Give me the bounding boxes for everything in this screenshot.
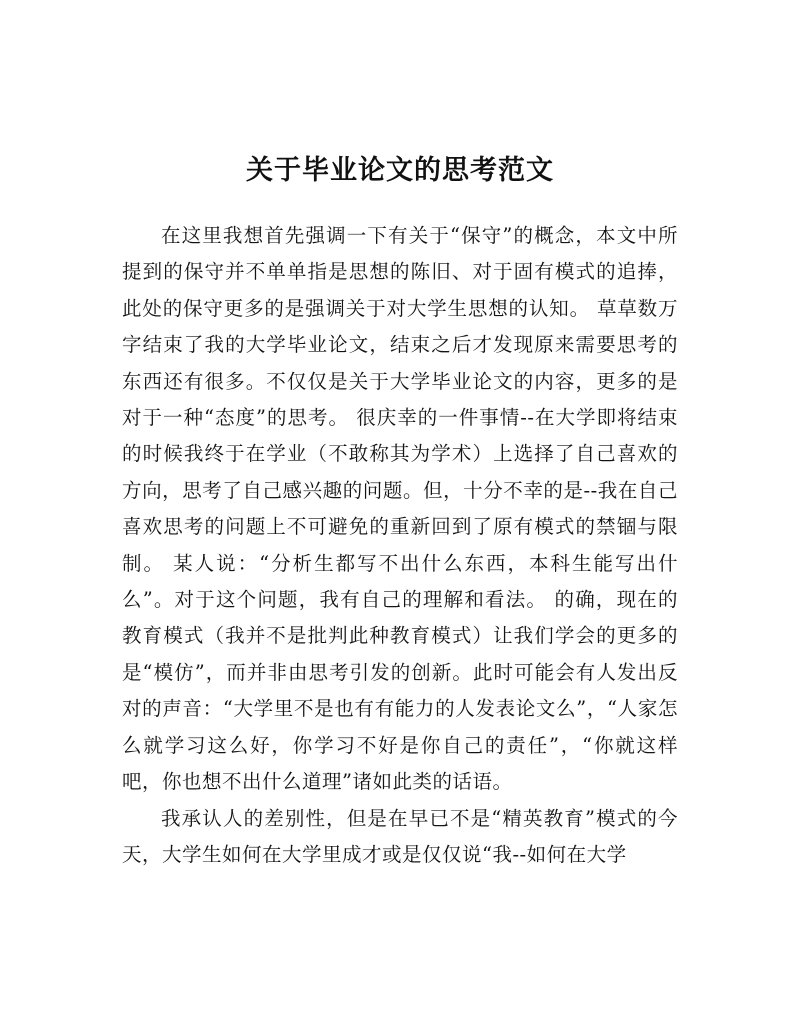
document-title: 关于毕业论文的思考范文 <box>246 155 554 187</box>
document-body <box>122 218 678 873</box>
paragraph-1: 在这里我想首先强调一下有关于“保守”的概念，本文中所提到的保守并不单单指是思想的陈旧、对于固有模式的追捧，此处的保守更多的是强调关于对大学生思想的认知。 草草数万字结束了我的大学毕业论文，结束之后才发现原来需要思考的东西还有很多。不仅仅是关于大学毕业论文的内容，更多的是对于一种“态度”的思考。 很庆幸的一件事情--在大学即将结束的时候我终于在学业（不敢称其为学术）上选择了自己喜欢的方向，思考了自己感兴趣的问题。但，十分不幸的是--我在自己喜欢思考的问题上不可避免的重新回到了原有模式的禁锢与限制。 某人说：“分析生都写不出什么东西，本科生能写出什么”。对于这个问题，我有自己的理解和看法。 的确，现在的教育模式（我并不是批判此种教育模式）让我们学会的更多的是“模仿”，而并非由思考引发的创新。此时可能会有人发出反对的声音：“大学里不是也有有能力的人发表论文么”，“人家怎么就学习这么好，你学习不好是你自己的责任”，“你就这样吧，你也想不出什么道理”诸如此类的话语。 <box>122 224 678 794</box>
paragraph-2: 我承认人的差别性，但是在早已不是“精英教育”模式的今天，大学生如何在大学里成才或是仅仅说“我--如何在大学 <box>122 806 678 866</box>
